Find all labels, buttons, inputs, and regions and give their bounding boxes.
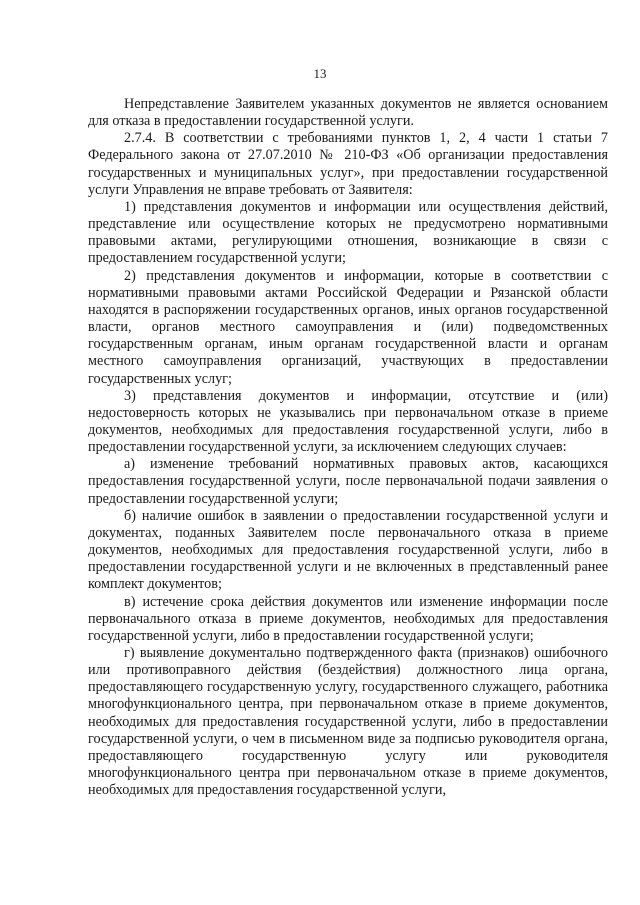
paragraph-subitem-v: в) истечение срока действия документов или изменение информации после первоначального отказа в приеме документов, необходимых для предоставления государственной услуги, либо в предоставлении государственной услуги; xyxy=(88,593,608,644)
paragraph-subitem-g: г) выявление документально подтвержденного факта (признаков) ошибочного или противоправного действия (бездействия) должностного лица органа, предоставляющего государственную услугу, государственного служащего, работника многофункционального центра, при первоначальном отказе в приеме документов, необходимых для предоставления государственной услуги, либо в предоставлении государственной услуги, о чем в письменном виде за подписью руководителя органа, предоставляющего государственную услугу или руководителя многофункционального центра при первоначальном отказе в приеме документов, необходимых для предоставления государственной услуги, xyxy=(88,645,608,799)
paragraph-nonsubmission-note: Непредставление Заявителем указанных документов не является основанием для отказа в предоставлении государственной услуги. xyxy=(88,96,608,130)
paragraph-subitem-b: б) наличие ошибок в заявлении о предоставлении государственной услуги и документах, поданных Заявителем после первоначального отказа в приеме документов, необходимых для предоставления государственной услуги, либо в предоставлении государственной услуги и не включенных в представленный ранее комплект документов; xyxy=(88,507,608,593)
page-number: 13 xyxy=(313,66,327,81)
paragraph-item-2: 2) представления документов и информации, которые в соответствии с нормативными правовыми актами Российской Федерации и Рязанской области находятся в распоряжении государственных органов, иных органов государственной власти, органов местного самоуправления и (или) подведомственных государственным органам, иным органам государственной власти и органам местного самоуправления организаций, участвующих в предоставлении государственных услуг; xyxy=(88,267,608,387)
paragraph-item-3: 3) представления документов и информации, отсутствие и (или) недостоверность которых не указывались при первоначальном отказе в приеме документов, необходимых для предоставления государственной услуги, либо в предоставлении государственной услуги, за исключением следующих случаев: xyxy=(88,387,608,456)
paragraph-2-7-4: 2.7.4. В соответствии с требованиями пунктов 1, 2, 4 части 1 статьи 7 Федерального закона от 27.07.2010 № 210-ФЗ «Об организации предоставления государственных и муниципальных услуг», при предоставлении государственной услуги Управления не вправе требовать от Заявителя: xyxy=(88,130,608,198)
paragraph-item-1: 1) представления документов и информации или осуществления действий, представление или осуществление которых не предусмотрено нормативными правовыми актами, регулирующими отношения, возникающие в связи с предоставлением государственной услуги; xyxy=(88,198,608,267)
document-body xyxy=(88,96,608,799)
paragraph-subitem-a: а) изменение требований нормативных правовых актов, касающихся предоставления государственной услуги, после первоначальной подачи заявления о предоставлении государственной услуги; xyxy=(88,456,608,507)
